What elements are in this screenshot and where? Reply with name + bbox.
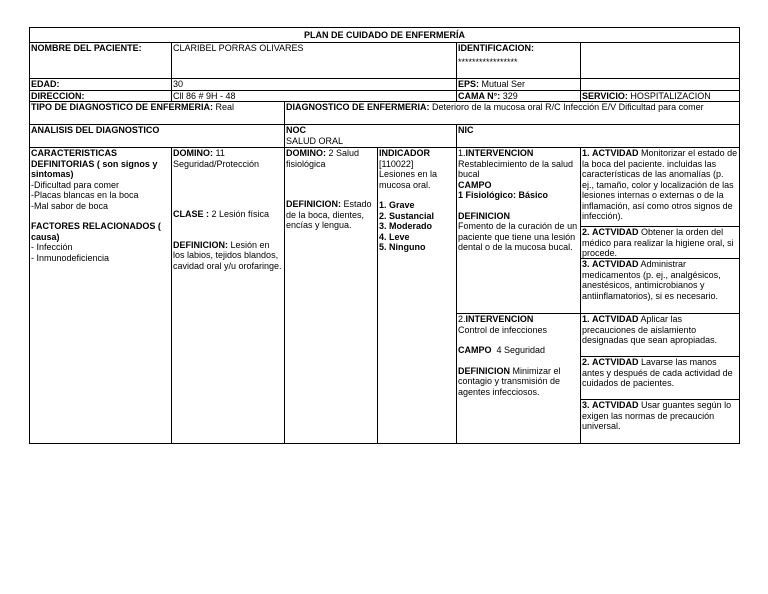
intervention-label: INTERVENCION <box>465 314 534 324</box>
domain-cell <box>172 148 285 444</box>
age-value: 30 <box>172 79 457 91</box>
noc-definition-label: DEFINICION: <box>286 199 341 209</box>
intervention-1-cell <box>457 148 581 314</box>
intervention-number: 1. <box>458 148 466 158</box>
activity-number: 2. <box>582 227 590 237</box>
eps-value: Mutual Ser <box>481 79 526 89</box>
activity-label: ACTVIDAD <box>592 357 639 367</box>
noc-header: NOC <box>286 125 306 135</box>
diagnosis-type-cell <box>30 102 285 125</box>
eps-label: EPS: <box>458 79 480 89</box>
noc-header-cell <box>285 125 457 148</box>
patient-name-label: NOMBRE DEL PACIENTE: <box>30 43 172 79</box>
domain-value: 11 Seguridad/Protección <box>173 148 260 169</box>
activity-item <box>581 400 739 432</box>
activity-item <box>581 227 739 259</box>
patient-name-value: CLARIBEL PORRAS OLIVARES <box>172 43 457 79</box>
activities-2-cell <box>581 314 740 444</box>
scale-item: 4. Leve <box>379 231 410 242</box>
intervention-definition-value: Minimizar el contagio y transmisión de agentes infecciosos. <box>458 365 561 397</box>
intervention-number: 2. <box>458 314 466 324</box>
activity-number: 1. <box>582 314 590 324</box>
bed-value: 329 <box>502 90 518 101</box>
scale-item: 1. Grave <box>379 200 415 210</box>
activities-1-cell <box>581 148 740 314</box>
service-cell <box>581 90 740 102</box>
definition-value: Lesión en los labios, tejidos blandos, cavidad oral y/u orofaringe. <box>173 239 282 271</box>
noc-definition-value: Estado de la boca, dientes, encías y lengua. <box>286 199 372 230</box>
intervention-definition-value: Fomento de la curación de un paciente que tiene una lesión dental o de la mucosa bucal. <box>458 221 578 252</box>
characteristic-item: -Placas blancas en la boca <box>31 190 139 200</box>
activity-item <box>581 314 739 357</box>
class-value: 2 Lesión física <box>211 209 270 219</box>
activity-label: ACTVIDAD <box>592 227 639 237</box>
patient-name-row <box>30 43 740 79</box>
activity-text: Administrar medicamentos (p. ej., analgésicos, anestésicos, antimicrobianos y antiinflamatorios), si es necesario. <box>582 259 721 301</box>
intervention-2-cell <box>457 314 581 444</box>
bed-cell <box>457 90 581 102</box>
field-value: 4 Seguridad <box>496 345 546 355</box>
analysis-cell <box>30 148 172 444</box>
intervention-name: Restablecimiento de la salud bucal <box>458 158 574 179</box>
activity-text: Lavarse las manos antes y después de cada actividad de cuidados de pacientes. <box>582 357 733 388</box>
age-label: EDAD: <box>30 79 172 91</box>
domain-label: DOMINO: <box>173 148 213 158</box>
intervention-label: INTERVENCION <box>465 148 534 158</box>
empty-cell <box>581 43 740 79</box>
nursing-diagnosis-cell <box>285 102 740 125</box>
intervention-name: Control de infecciones <box>458 324 548 335</box>
characteristic-item: -Mal sabor de boca <box>31 200 109 211</box>
factor-item: - Inmunodeficiencia <box>31 252 110 263</box>
intervention-definition-label: DEFINICION <box>458 365 511 376</box>
title-row <box>30 28 740 43</box>
activity-number: 2. <box>582 357 590 367</box>
identification-cell <box>457 43 581 79</box>
scale-item: 5. Ninguno <box>379 242 426 252</box>
activity-label: ACTVIDAD <box>592 314 639 324</box>
nursing-diagnosis-value: Deterioro de la mucosa oral R/C Infección E/V Dificultad para comer <box>432 102 704 112</box>
diagnosis-type-label: TIPO DE DIAGNOSTICO DE ENFERMERIA: <box>31 102 214 112</box>
activity-label: ACTVIDAD <box>592 148 639 158</box>
nursing-diagnosis-label: DIAGNOSTICO DE ENFERMERIA: <box>286 102 430 112</box>
care-plan-table <box>29 27 740 444</box>
field-label: CAMPO <box>458 345 492 355</box>
care-plan-page <box>29 27 739 444</box>
activity-item <box>581 259 739 301</box>
noc-value: SALUD ORAL <box>286 135 344 146</box>
service-value: HOSPITALIZACION <box>630 90 711 101</box>
indicator-code: [110022] <box>379 158 414 169</box>
diagnosis-type-value: Real <box>215 102 235 112</box>
diagnosis-row <box>30 102 740 125</box>
definition-label: DEFINICION: <box>173 239 228 250</box>
indicator-label: INDICADOR <box>379 148 430 158</box>
noc-domain-label: DOMINO: <box>286 148 326 158</box>
service-label: SERVICIO: <box>582 90 628 101</box>
age-row <box>30 79 740 91</box>
field-label: CAMPO <box>458 179 492 190</box>
address-row <box>30 90 740 102</box>
factors-title: FACTORES RELACIONADOS ( causa) <box>31 221 161 242</box>
activity-text: Aplicar las precauciones de aislamiento designadas que sean apropiadas. <box>582 314 718 345</box>
scale-item: 3. Moderado <box>379 221 433 231</box>
indicator-text: Lesiones en la mucosa oral. <box>379 169 438 190</box>
activity-text: Monitorizar el estado de la boca del paciente. incluidas las características de las anomalías (p. ej., tamaño, color y localización de las lesiones internas o externas o de la inflamación, así como otros signos de infección). <box>582 148 738 221</box>
detail-row-1 <box>30 148 740 314</box>
activity-number: 1. <box>582 148 590 158</box>
activity-item <box>581 148 739 227</box>
activity-number: 3. <box>582 400 590 410</box>
identification-label: IDENTIFICACION: <box>458 43 534 53</box>
address-label: DIRECCION: <box>30 90 172 102</box>
identification-value: ***************** <box>458 56 518 67</box>
bed-label: CAMA N°: <box>458 90 501 101</box>
activity-label: ACTVIDAD <box>592 400 639 410</box>
intervention-definition-label: DEFINICION <box>458 210 511 221</box>
factor-item: - Infección <box>31 242 73 252</box>
address-value: Cll 86 # 9H - 48 <box>172 90 457 102</box>
activity-number: 3. <box>582 259 590 269</box>
noc-domain-value: 2 Salud fisiológica <box>286 148 360 169</box>
noc-domain-cell <box>285 148 378 444</box>
nic-header: NIC <box>457 125 740 148</box>
field-value: 1 Fisiológico: Básico <box>458 190 549 200</box>
scale-item: 2. Sustancial <box>379 210 435 221</box>
characteristic-item: -Dificultad para comer <box>31 179 120 190</box>
activity-item <box>581 357 739 400</box>
class-label: CLASE : <box>173 209 209 219</box>
activity-text: Obtener la orden del médico para realizar la higiene oral, si procede. <box>582 227 734 258</box>
activity-label: ACTVIDAD <box>592 259 639 269</box>
eps-cell <box>457 79 581 91</box>
characteristics-title: CARACTERISTICAS DEFINITORIAS ( son signos y sintomas) <box>31 148 158 179</box>
document-title: PLAN DE CUIDADO DE ENFERMERÍA <box>30 28 740 43</box>
empty-cell <box>581 79 740 91</box>
activity-text: Usar guantes según lo exigen las normas de precaución universal. <box>582 400 732 431</box>
indicator-cell <box>378 148 457 444</box>
section-header-row <box>30 125 740 148</box>
analysis-header: ANALISIS DEL DIAGNOSTICO <box>30 125 285 148</box>
